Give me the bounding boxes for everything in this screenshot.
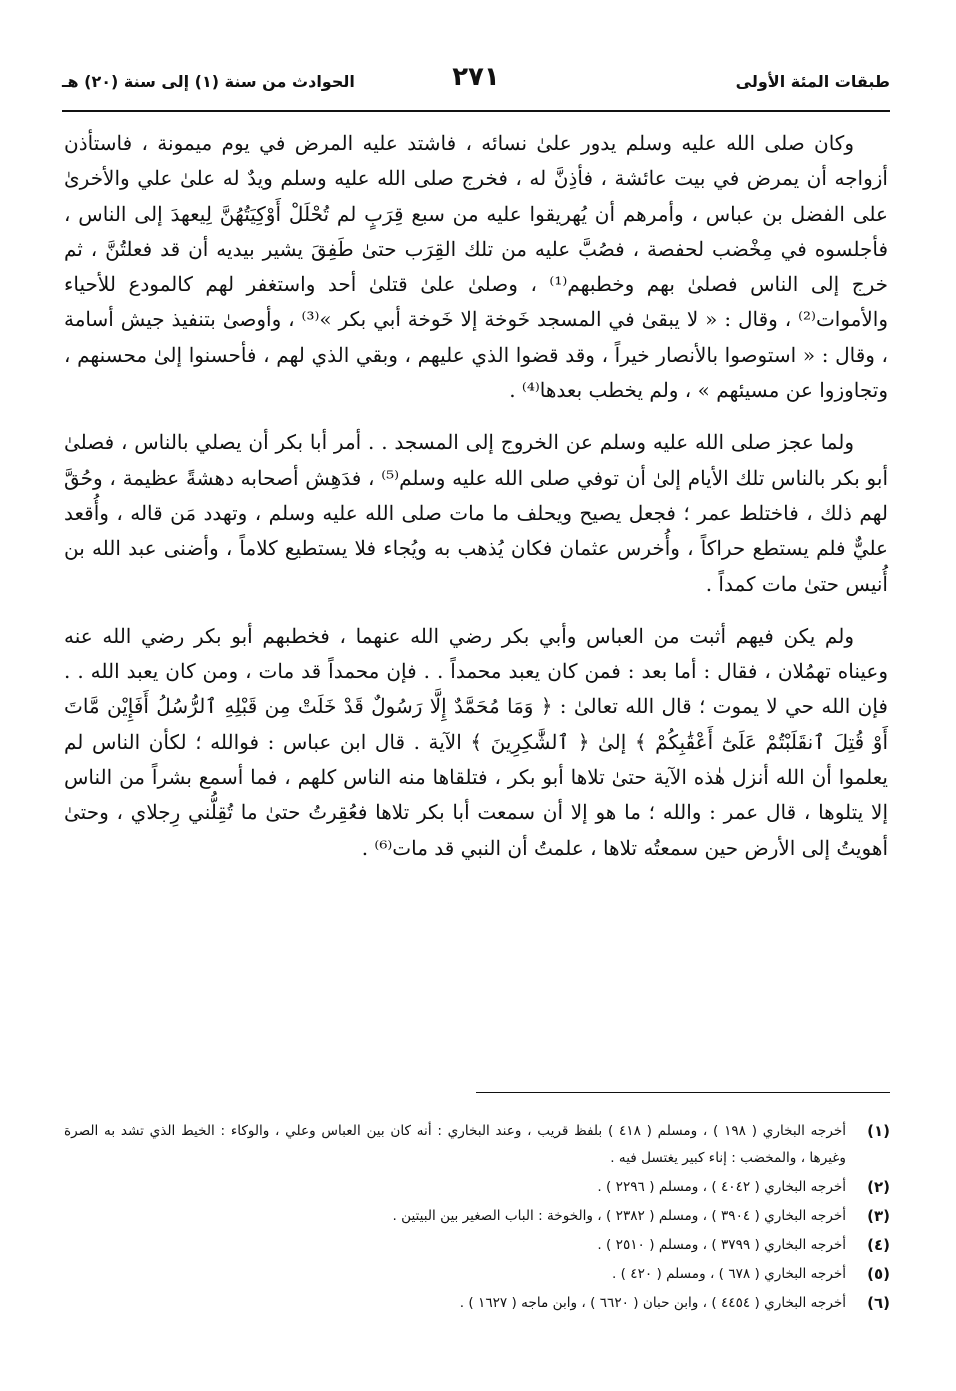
footnote-number: (٥)	[867, 1264, 890, 1283]
footnote-text: أخرجه البخاري ( ٣٧٩٩ ) ، ومسلم ( ٢٥١٠ ) .	[597, 1236, 846, 1253]
footnote-text: أخرجه البخاري ( ٤٤٥٤ ) ، وابن حبان ( ٦٦٢٠ ) ، وابن ماجه ( ١٦٢٧ ) .	[459, 1294, 846, 1311]
footnote-number: (٦)	[867, 1293, 890, 1312]
section-title: الحوادث من سنة (١) إلى سنة (٢٠) هـ	[62, 72, 355, 91]
footnote-divider	[476, 1092, 890, 1093]
book-title: طبقات المئة الأولى	[735, 72, 890, 91]
page-number: ٢٧١	[452, 62, 500, 92]
footnote-number: (٤)	[867, 1235, 890, 1254]
footnote-4	[64, 1232, 890, 1259]
paragraph-illness: وكان صلى الله عليه وسلم يدور علىٰ نسائه ، فاشتد عليه المرض في يوم ميمونة ، فاستأذن أزواجه أن يمرض في بيت عائشة ، فأذِنَّ له ، فخرج صلى الله عليه وسلم ويدٌ له علىٰ علي والأخرىٰ على الفضل بن عباس ، وأمرهم أن يُهريقوا عليه من سبع قِرَبٍ لم تُحْلَلْ أَوْكِيَتُهُنَّ لِيعهدَ إلى الناس ، فأجلسوه في مِخْضب لحفصة ، فصُبَّ عليه من تلك القِرَب حتىٰ طَفِقَ يشير بيديه أن قد فعلتُنَّ ، ثم خرج إلى الناس فصلىٰ بهم وخطبهم⁽¹⁾ ، وصلىٰ علىٰ قتلىٰ أحد واستغفر لهم كالمودع للأحياء والأموات⁽²⁾ ، وقال : « لا يبقىٰ في المسجد خَوخة إلا خَوخة أبي بكر »⁽³⁾ ، وأوصىٰ بتنفيذ جيش أسامة ، وقال : « استوصوا بالأنصار خيراً ، وقد قضوا الذي عليهم ، وبقي الذي لهم ، فأحسنوا إلىٰ محسنهم ، وتجاوزوا عن مسيئهم » ، ولم يخطب بعدها⁽⁴⁾ .	[64, 131, 889, 403]
footnote-number: (١)	[867, 1122, 890, 1140]
running-header	[62, 62, 890, 106]
footnote-text: أخرجه البخاري ( ٤٠٤٢ ) ، ومسلم ( ٢٢٩٦ ) .	[597, 1178, 846, 1195]
footnote-text: أخرجه البخاري ( ٣٩٠٤ ) ، ومسلم ( ٢٣٨٢ ) ، والخوخة : الباب الصغير بين البيتين .	[392, 1207, 846, 1224]
footnote-3	[64, 1203, 890, 1230]
paragraph-abu-bakr-speech: ولم يكن فيهم أثبت من العباس وأبي بكر رضي الله عنهما ، فخطبهم أبو بكر رضي الله عنه وعيناه تهمُلان ، فقال : أما بعد : فمن كان يعبد محمداً . . فإن محمداً قد مات ، ومن كان يعبد الله . . فإن الله حي لا يموت ؛ قال الله تعالىٰ : ﴿ وَمَا مُحَمَّدٌ إِلَّا رَسُولٌ قَدْ خَلَتْ مِن قَبْلِهِ ٱلرُّسُلُ أَفَإِيْن مَّاتَ أَوْ قُتِلَ ٱنقَلَبْتُمْ عَلَىٰٓ أَعْقَٰبِكُمْ ﴾ إلىٰ ﴿ ٱلشَّٰكِرِينَ ﴾ الآية . قال ابن عباس : فوالله ؛ لكأن الناس لم يعلموا أن الله أنزل هٰذه الآية حتىٰ تلاها أبو بكر ، فتلقاها منه الناس كلهم ، فما أسمع بشراً من الناس إلا يتلوها ، قال عمر : والله ؛ ما هو إلا أن سمعت أبا بكر تلاها فعُقِرتُ حتىٰ ما تُقِلُّني رِجلاي ، وحتىٰ أهويتُ إلى الأرض حين سمعتُه تلاها ، علمتُ أن النبي قد مات⁽⁶⁾ .	[64, 623, 888, 860]
footnote-number: (٢)	[867, 1177, 890, 1196]
footnote-text: أخرجه البخاري ( ٦٧٨ ) ، ومسلم ( ٤٢٠ ) .	[612, 1265, 846, 1282]
header-divider	[62, 110, 890, 112]
footnote-1	[64, 1118, 890, 1171]
footnote-number: (٣)	[867, 1206, 890, 1225]
main-text	[64, 126, 888, 866]
footnote-text: أخرجه البخاري ( ١٩٨ ) ، ومسلم ( ٤١٨ ) بلفظ قريب ، وعند البخاري : أنه كان بين العباس وعلي ، والوكاء : الخيط الذي تشد به الصرة وغيرها ، والمخضب : إناء كبير يغتسل فيه .	[64, 1123, 846, 1166]
footnote-5	[64, 1261, 890, 1288]
footnotes	[64, 1118, 890, 1319]
footnote-2	[64, 1174, 890, 1201]
paragraph-death: ولما عجز صلى الله عليه وسلم عن الخروج إلى المسجد . . أمر أبا بكر أن يصلي بالناس ، فصلىٰ أبو بكر بالناس تلك الأيام إلىٰ أن توفي صلى الله عليه وسلم⁽⁵⁾ ، فدَهِش أصحابه دهشةً عظيمة ، وحُقَّ لهم ذلك ، فاختلط عمر ؛ فجعل يصيح ويحلف ما مات صلى الله عليه وسلم ، وتهدد مَن قاله ، وأُقعد عليٌّ فلم يستطع حراكاً ، وأُخرس عثمان فكان يُذهب به ويُجاء فلا يستطيع كلاماً ، وأضنى عبد الله بن أُنيس حتىٰ مات كمداً .	[64, 430, 888, 596]
footnote-6	[64, 1290, 890, 1317]
